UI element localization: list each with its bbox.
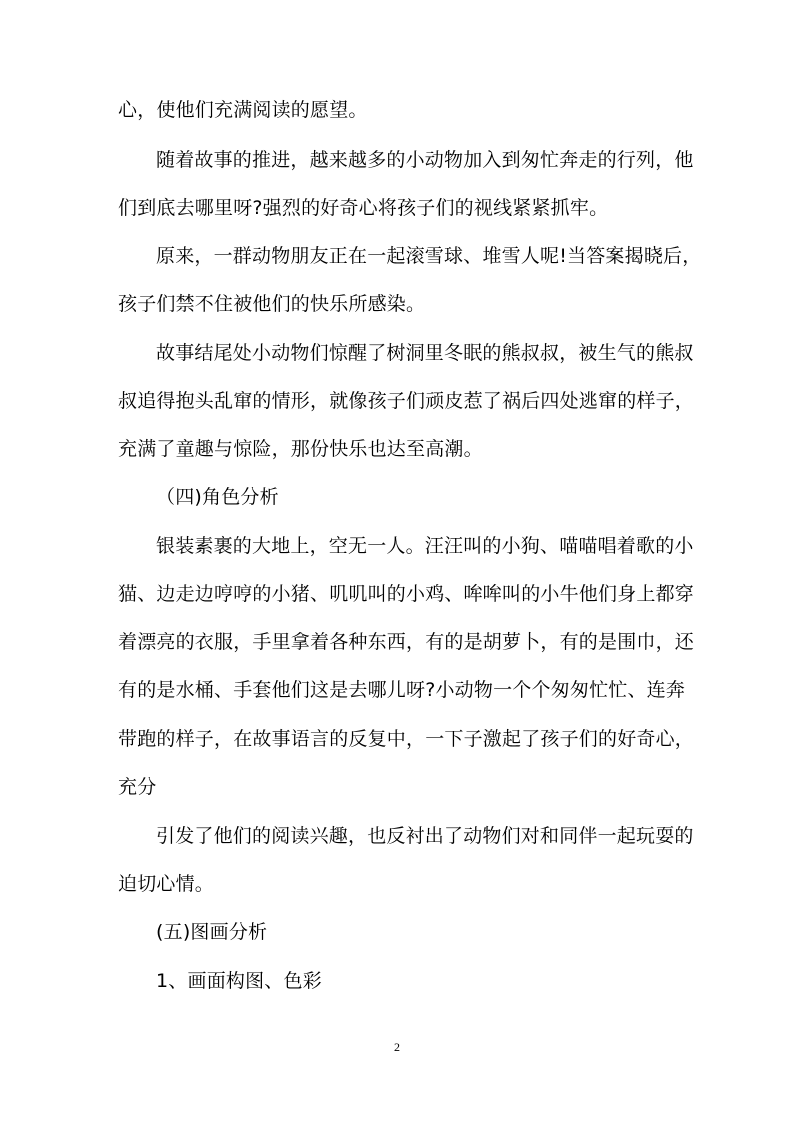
subsection-heading: 1、画面构图、色彩 — [156, 970, 322, 992]
text-line: 充满了童趣与惊险，那份快乐也达至高潮。 — [118, 438, 483, 460]
text-line: 叔追得抱头乱窜的情形，就像孩子们顽皮惹了祸后四处逃窜的样子， — [118, 390, 695, 412]
text-line: 充分 — [118, 776, 157, 798]
text-line: 故事结尾处小动物们惊醒了树洞里冬眠的熊叔叔，被生气的熊叔 — [156, 342, 694, 364]
text-line: 孩子们禁不住被他们的快乐所感染。 — [118, 293, 426, 315]
text-line: 带跑的样子，在故事语言的反复中，一下子激起了孩子们的好奇心， — [118, 728, 695, 750]
section-heading: （四)角色分析 — [156, 486, 279, 508]
text-line: 银装素裹的大地上，空无一人。汪汪叫的小狗、喵喵唱着歌的小 — [156, 535, 694, 557]
text-line: 迫切心情。 — [118, 873, 215, 895]
text-line: 心，使他们充满阅读的愿望。 — [118, 99, 368, 121]
text-line: 着漂亮的衣服，手里拿着各种东西，有的是胡萝卜，有的是围巾，还 — [118, 631, 695, 653]
page-number: 2 — [394, 1040, 400, 1054]
text-line: 有的是水桶、手套他们这是去哪儿呀?小动物一个个匆匆忙忙、连奔 — [118, 679, 686, 701]
text-line: 原来，一群动物朋友正在一起滚雪球、堆雪人呢!当答案揭晓后， — [156, 245, 702, 267]
text-line: 引发了他们的阅读兴趣，也反衬出了动物们对和同伴一起玩耍的 — [156, 825, 694, 847]
text-line: 猫、边走边哼哼的小猪、叽叽叫的小鸡、哞哞叫的小牛他们身上都穿 — [118, 583, 695, 605]
text-line: 们到底去哪里呀?强烈的好奇心将孩子们的视线紧紧抓牢。 — [118, 197, 609, 219]
text-line: 随着故事的推进，越来越多的小动物加入到匆忙奔走的行列，他 — [156, 149, 694, 171]
section-heading: (五)图画分析 — [156, 921, 268, 943]
